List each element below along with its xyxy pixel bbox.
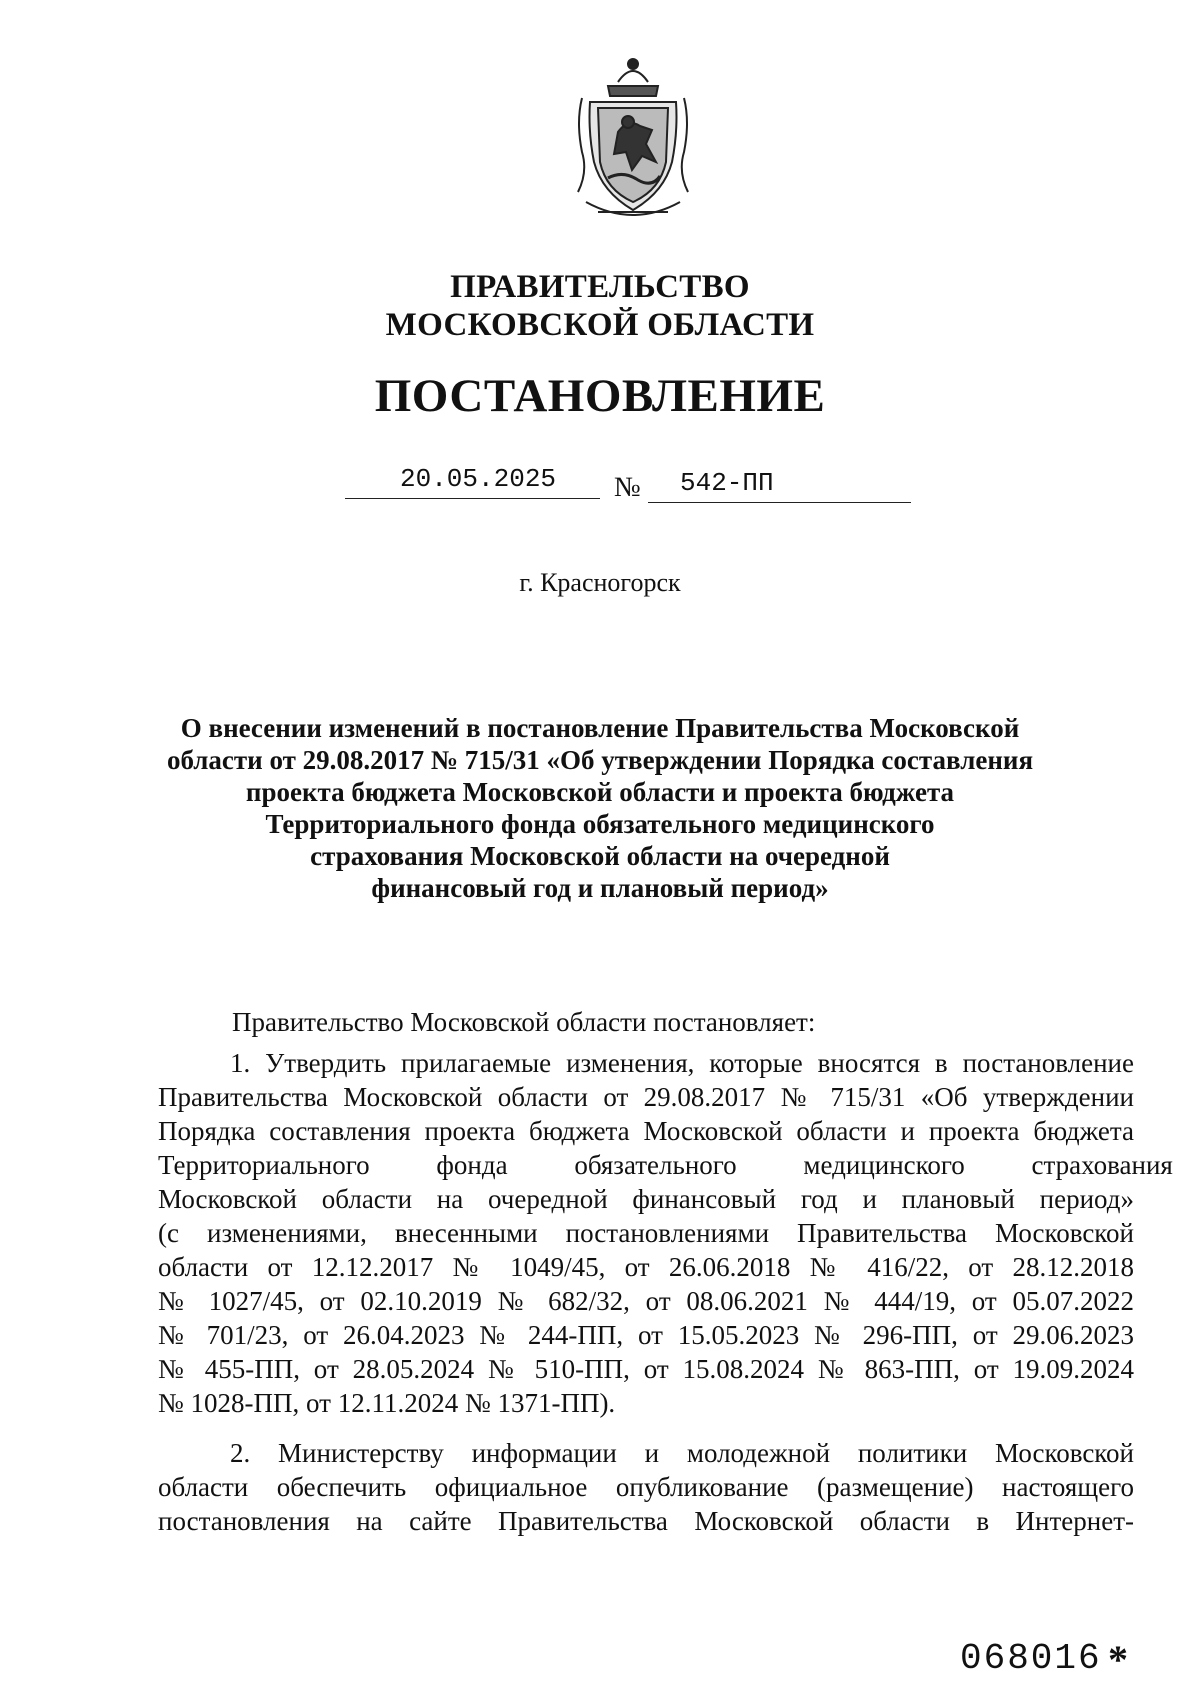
paragraph-line: области от 12.12.2017 № 1049/45, от 26.06.2018 № 416/22, от 28.12.2018 bbox=[158, 1252, 1134, 1282]
document-number: 542-ПП bbox=[680, 468, 774, 498]
document-type: ПОСТАНОВЛЕНИЕ bbox=[374, 370, 826, 422]
subject-line: О внесении изменений в постановление Правительства Московской bbox=[180, 713, 1020, 743]
subject-line: проекта бюджета Московской области и проекта бюджета bbox=[245, 777, 955, 807]
paragraph-line: 2. Министерству информации и молодежной политики Московской bbox=[230, 1438, 1134, 1468]
paragraph-line: № 1027/45, от 02.10.2019 № 682/32, от 08.06.2021 № 444/19, от 05.07.2022 bbox=[158, 1286, 1134, 1316]
subject-line: страхования Московской области на очередной bbox=[310, 841, 890, 871]
paragraph-line: № 701/23, от 26.04.2023 № 244-ПП, от 15.05.2023 № 296-ПП, от 29.06.2023 bbox=[158, 1320, 1134, 1350]
date-underline bbox=[345, 498, 600, 499]
paragraph-line: Правительства Московской области от 29.08.2017 № 715/31 «Об утверждении bbox=[158, 1082, 1134, 1112]
document-date: 20.05.2025 bbox=[400, 464, 557, 494]
city: г. Красногорск bbox=[519, 568, 681, 597]
paragraph-line: области обеспечить официальное опубликование (размещение) настоящего bbox=[158, 1472, 1134, 1502]
paragraph-line: № 1028-ПП, от 12.11.2024 № 1371-ПП). bbox=[158, 1388, 616, 1418]
moscow-region-coat-of-arms-icon bbox=[568, 52, 698, 224]
organization-line-2: МОСКОВСКОЙ ОБЛАСТИ bbox=[385, 307, 815, 343]
asterisk-mark: * bbox=[1108, 1637, 1128, 1682]
paragraph-line: Московской области на очередной финансовый год и плановый период» bbox=[158, 1184, 1134, 1214]
paragraph-2 bbox=[158, 1436, 1134, 1538]
subject-line: Территориального фонда обязательного медицинского bbox=[265, 809, 935, 839]
number-underline bbox=[648, 502, 911, 503]
document-serial-number: 068016 bbox=[960, 1638, 1102, 1679]
paragraph-line: (с изменениями, внесенными постановлениями Правительства Московской bbox=[158, 1218, 1134, 1248]
document-subject bbox=[150, 712, 1050, 904]
organization-line-1: ПРАВИТЕЛЬСТВО bbox=[450, 269, 750, 305]
paragraph-1 bbox=[158, 1046, 1173, 1420]
paragraph-line: постановления на сайте Правительства Московской области в Интернет- bbox=[158, 1506, 1134, 1536]
number-sign: № bbox=[614, 472, 641, 503]
subject-line: финансовый год и плановый период» bbox=[371, 873, 829, 903]
organization-name bbox=[0, 268, 1200, 344]
paragraph-line: 1. Утвердить прилагаемые изменения, которые вносятся в постановление bbox=[230, 1048, 1134, 1078]
intro-paragraph: Правительство Московской области постановляет: bbox=[232, 1007, 816, 1037]
paragraph-line: Порядка составления проекта бюджета Московской области и проекта бюджета bbox=[158, 1116, 1134, 1146]
subject-line: области от 29.08.2017 № 715/31 «Об утверждении Порядка составления bbox=[166, 745, 1034, 775]
paragraph-line: Территориального фонда обязательного медицинского страхования bbox=[158, 1150, 1173, 1180]
paragraph-line: № 455-ПП, от 28.05.2024 № 510-ПП, от 15.08.2024 № 863-ПП, от 19.09.2024 bbox=[158, 1354, 1134, 1384]
